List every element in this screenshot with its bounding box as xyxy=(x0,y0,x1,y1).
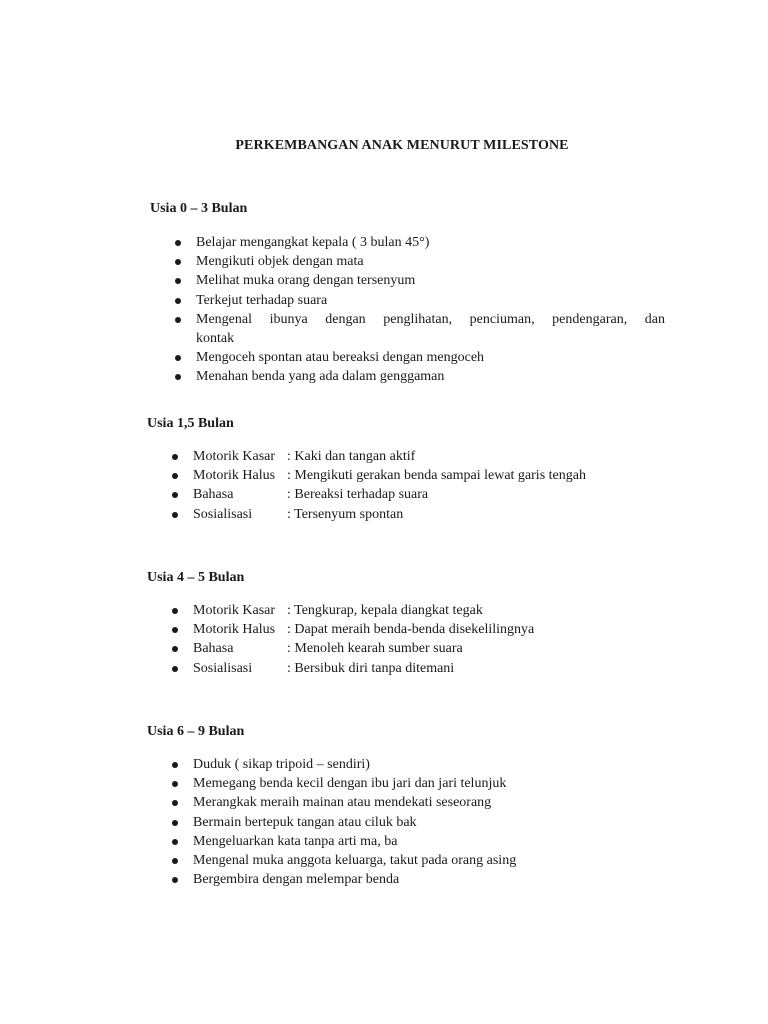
bullet-icon xyxy=(172,858,178,864)
section-usia-4-5 xyxy=(147,569,662,678)
bullet-icon xyxy=(172,454,178,460)
item-text: Bermain bertepuk tangan atau ciluk bak xyxy=(193,814,417,830)
item-text: Melihat muka orang dengan tersenyum xyxy=(196,273,416,289)
item-value: : Bereaksi terhadap suara xyxy=(287,487,429,503)
item-value: : Dapat meraih benda-benda disekelilingnya xyxy=(287,622,535,638)
section-heading: Usia 4 – 5 Bulan xyxy=(147,570,245,585)
document-title: PERKEMBANGAN ANAK MENURUT MILESTONE xyxy=(235,138,569,153)
item-text: Merangkak meraih mainan atau mendekati seseorang xyxy=(193,795,492,811)
list-item xyxy=(147,851,662,870)
item-text: Terkejut terhadap suara xyxy=(196,292,328,308)
bullet-icon xyxy=(172,646,178,652)
bullet-icon xyxy=(172,512,178,518)
bullet-icon xyxy=(175,278,181,284)
bullet-icon xyxy=(172,473,178,479)
item-key: Sosialisasi xyxy=(193,660,253,676)
item-text: Mengikuti objek dengan mata xyxy=(196,254,364,270)
list-item xyxy=(147,466,662,485)
list-item xyxy=(150,252,665,271)
list-item xyxy=(147,793,662,812)
list-item xyxy=(147,813,662,832)
list-item xyxy=(147,485,662,504)
item-value: : Tengkurap, kepala diangkat tegak xyxy=(287,603,483,618)
list-item xyxy=(150,367,665,386)
section-usia-0-3 xyxy=(150,200,665,387)
bullet-icon xyxy=(175,374,181,380)
item-key: Bahasa xyxy=(193,487,234,503)
list-item xyxy=(150,271,665,290)
bullet-icon xyxy=(172,762,178,768)
list-item xyxy=(147,505,662,524)
list-item xyxy=(147,870,662,889)
item-value: : Tersenyum spontan xyxy=(287,506,404,522)
section-heading: Usia 0 – 3 Bulan xyxy=(150,201,248,216)
list-item xyxy=(147,639,662,658)
bullet-icon xyxy=(172,839,178,845)
item-text: Bergembira dengan melempar benda xyxy=(193,872,400,888)
item-list xyxy=(150,233,665,387)
bullet-icon xyxy=(175,317,181,323)
item-text: Belajar mengangkat kepala ( 3 bulan 45°) xyxy=(196,235,430,250)
list-item xyxy=(147,601,662,620)
item-list xyxy=(147,447,662,524)
item-text: Duduk ( sikap tripoid – sendiri) xyxy=(193,757,370,772)
list-item xyxy=(147,659,662,678)
item-text: Mengenal muka anggota keluarga, takut pada orang asing xyxy=(193,853,517,869)
item-value: : Bersibuk diri tanpa ditemani xyxy=(287,660,455,676)
item-key: Sosialisasi xyxy=(193,506,253,522)
section-heading: Usia 6 – 9 Bulan xyxy=(147,724,245,739)
item-text: Memegang benda kecil dengan ibu jari dan jari telunjuk xyxy=(193,776,507,792)
bullet-icon xyxy=(172,820,178,826)
section-usia-1-5 xyxy=(147,415,662,524)
bullet-icon xyxy=(175,355,181,361)
section-heading: Usia 1,5 Bulan xyxy=(147,416,234,431)
item-value: : Mengikuti gerakan benda sampai lewat garis tengah xyxy=(287,468,586,484)
item-key: Motorik Kasar xyxy=(193,603,276,618)
item-text: Mengenal ibunya dengan penglihatan, penciuman, pendengaran, dan xyxy=(196,311,665,327)
bullet-icon xyxy=(172,492,178,498)
bullet-icon xyxy=(175,240,181,246)
bullet-icon xyxy=(172,800,178,806)
item-list xyxy=(147,755,662,889)
item-value: : Kaki dan tangan aktif xyxy=(287,449,416,464)
bullet-icon xyxy=(172,627,178,633)
list-item xyxy=(147,620,662,639)
item-text: Menahan benda yang ada dalam genggaman xyxy=(196,369,445,385)
list-item xyxy=(150,310,665,348)
list-item xyxy=(147,755,662,774)
item-key: Motorik Halus xyxy=(193,468,276,484)
item-text: Mengoceh spontan atau bereaksi dengan mengoceh xyxy=(196,350,485,366)
bullet-icon xyxy=(172,608,178,614)
item-text: Mengeluarkan kata tanpa arti ma, ba xyxy=(193,833,398,849)
item-value: : Menoleh kearah sumber suara xyxy=(287,641,463,657)
list-item xyxy=(147,447,662,466)
section-usia-6-9 xyxy=(147,723,662,889)
item-key: Motorik Halus xyxy=(193,622,276,638)
bullet-icon xyxy=(172,781,178,787)
item-key: Motorik Kasar xyxy=(193,449,276,464)
bullet-icon xyxy=(172,666,178,672)
item-list xyxy=(147,601,662,678)
list-item xyxy=(147,774,662,793)
list-item xyxy=(150,291,665,310)
list-item xyxy=(147,832,662,851)
list-item xyxy=(150,348,665,367)
item-text-continued: kontak xyxy=(196,331,235,347)
item-key: Bahasa xyxy=(193,641,234,657)
bullet-icon xyxy=(175,259,181,265)
list-item xyxy=(150,233,665,252)
bullet-icon xyxy=(172,877,178,883)
bullet-icon xyxy=(175,298,181,304)
